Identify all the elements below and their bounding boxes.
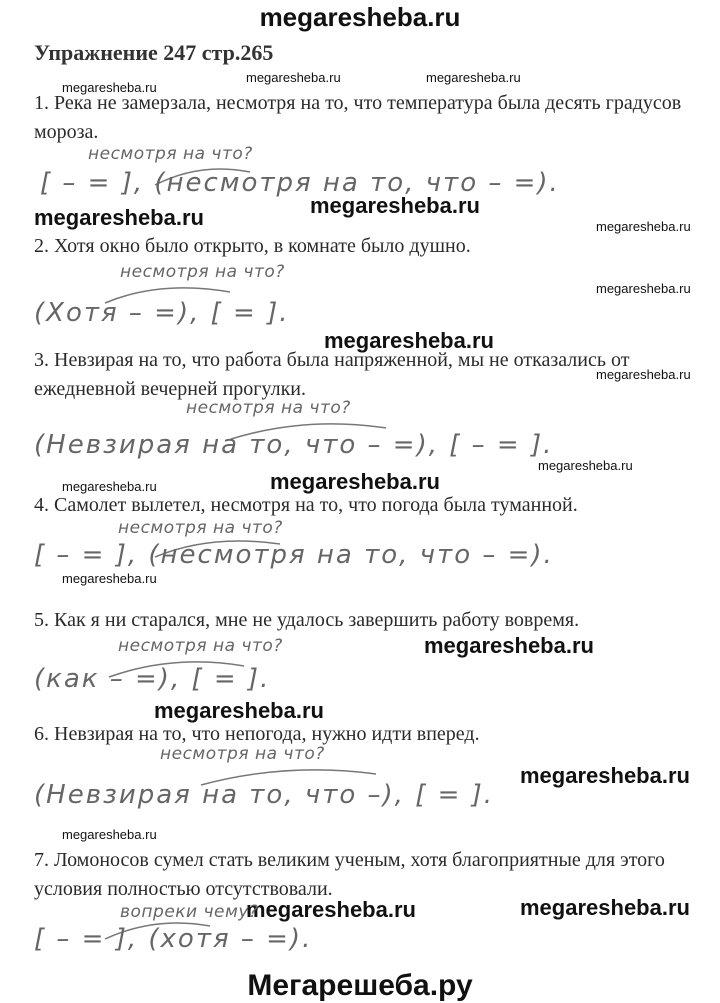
scheme-5: (как – =), [ = ].: [34, 664, 271, 694]
watermark: megaresheba.ru: [596, 281, 691, 296]
exercise-title: Упражнение 247 стр.265: [34, 40, 274, 65]
question-5: несмотря на что?: [118, 636, 283, 656]
scheme-2: (Хотя – =), [ = ].: [34, 298, 290, 328]
watermark: megaresheba.ru: [310, 193, 480, 218]
watermark: megaresheba.ru: [246, 70, 341, 85]
watermark: megaresheba.ru: [324, 328, 494, 353]
site-footer: Мегарешеба.ру: [247, 969, 473, 1002]
scheme-7: [ – = ], (хотя – =).: [34, 924, 313, 954]
watermark: megaresheba.ru: [538, 458, 633, 473]
sentence-4: 4. Самолет вылетел, несмотря на то, что погода была туманной.: [34, 494, 578, 516]
question-2: несмотря на что?: [120, 262, 285, 282]
scheme-6: (Невзирая на то, что –), [ = ].: [34, 780, 495, 810]
watermark: megaresheba.ru: [34, 205, 204, 230]
sentence-2: 2. Хотя окно было открыто, в комнате было душно.: [34, 235, 471, 257]
sentence-3: 3. Невзирая на то, что работа была напряженной, мы не отказались от ежедневной вечерней прогулки.: [34, 349, 630, 400]
question-4: несмотря на что?: [118, 518, 283, 538]
watermark: megaresheba.ru: [426, 70, 521, 85]
sentence-5: 5. Как я ни старался, мне не удалось завершить работу вовремя.: [34, 609, 580, 631]
site-header: megaresheba.ru: [259, 2, 461, 32]
watermark: megaresheba.ru: [520, 895, 690, 920]
sentence-7: 7. Ломоносов сумел стать великим ученым, хотя благоприятные для этого условия полностью отсутствовали.: [34, 849, 665, 900]
watermark: megaresheba.ru: [596, 367, 691, 382]
watermark: megaresheba.ru: [520, 763, 690, 788]
scheme-4: [ – = ], (несмотря на то, что – =).: [34, 540, 554, 570]
question-3: несмотря на что?: [186, 398, 351, 418]
question-7: вопреки чему?: [120, 902, 259, 922]
watermark: megaresheba.ru: [62, 479, 157, 494]
watermark: megaresheba.ru: [62, 827, 157, 842]
sentence-1: 1. Река не замерзала, несмотря на то, что температура была десять градусов мороза.: [34, 92, 682, 143]
watermark: megaresheba.ru: [246, 897, 416, 922]
watermark: megaresheba.ru: [596, 219, 691, 234]
scheme-1: [ – = ], (несмотря на то, что – =).: [40, 168, 560, 198]
watermark: megaresheba.ru: [154, 698, 324, 723]
question-6: несмотря на что?: [160, 744, 325, 764]
sentence-6: 6. Невзирая на то, что непогода, нужно идти вперед.: [34, 723, 480, 745]
watermark: megaresheba.ru: [62, 571, 157, 586]
scheme-3: (Невзирая на то, что – =), [ – = ].: [34, 430, 554, 460]
watermark: megaresheba.ru: [270, 469, 440, 494]
question-1: несмотря на что?: [88, 144, 253, 164]
watermark: megaresheba.ru: [424, 633, 594, 658]
watermark: megaresheba.ru: [62, 80, 157, 95]
